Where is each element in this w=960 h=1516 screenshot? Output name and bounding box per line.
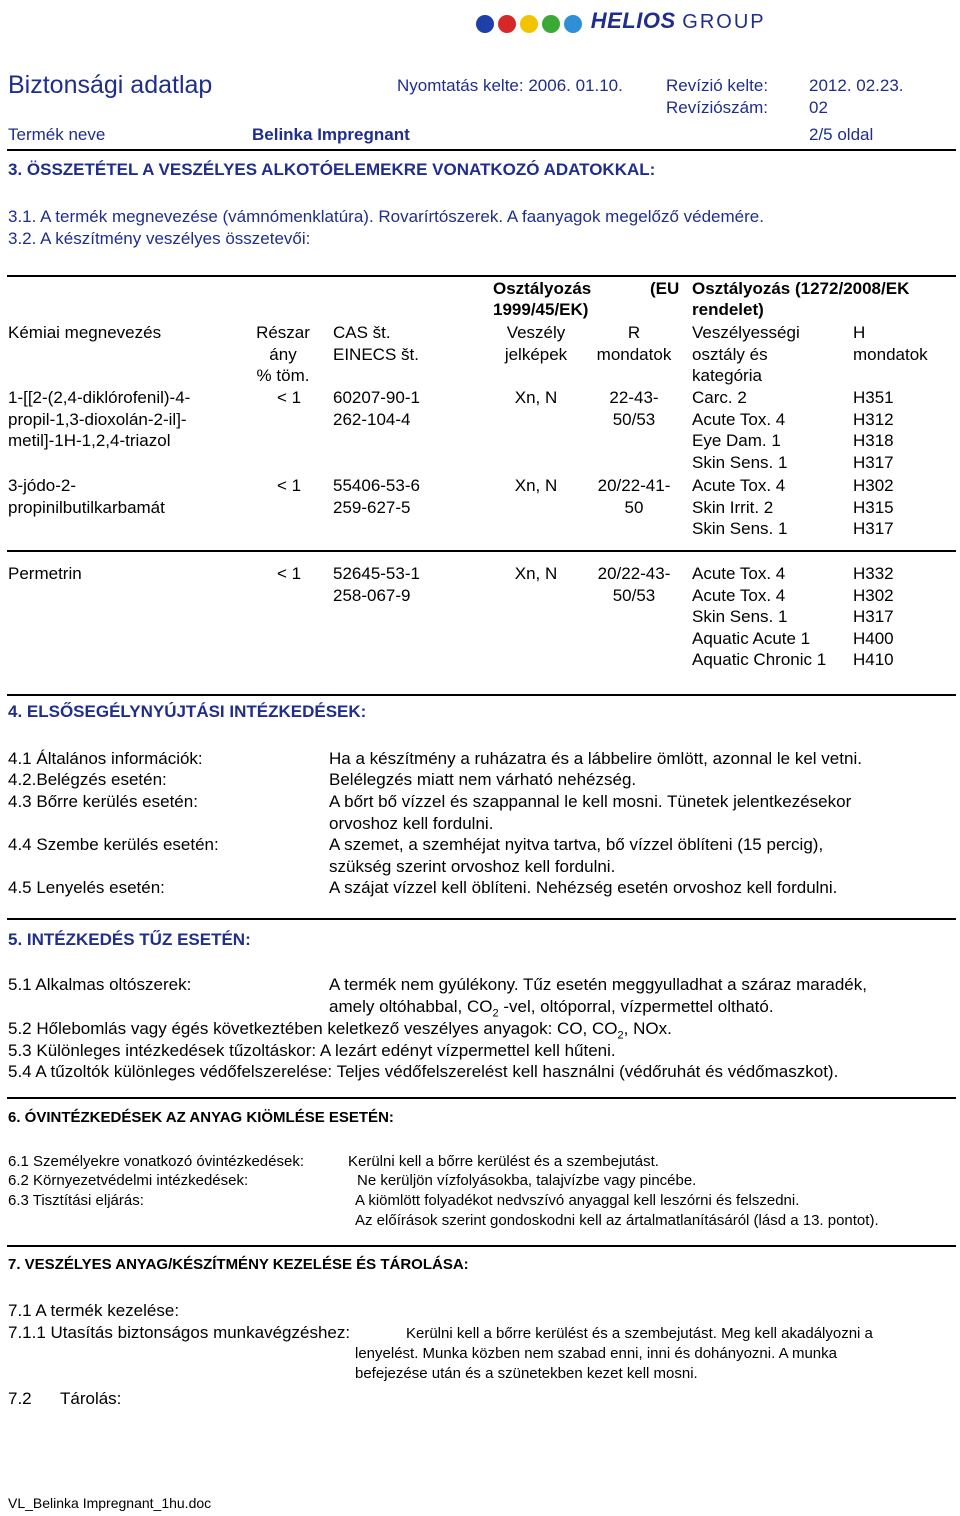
table-row-2-share: < 1 — [277, 476, 302, 495]
table-row-1-h: H351 H312 H318 H317 — [853, 388, 894, 472]
section4-rule — [7, 918, 956, 920]
section6-item3-text: A kiömlött folyadékot nedvszívó anyaggal kell leszórni és felszedni. Az előírások szerint gondoskodni kell az ártalmatlanításáról (lásd a 13. pontot). — [355, 1192, 879, 1229]
section6-item1-text: Kerülni kell a bőrre kerülést és a szembejutást. — [348, 1153, 659, 1170]
table-head-eu-b: (EU — [650, 279, 680, 298]
revision-number-label: Revíziószám: — [666, 98, 769, 117]
section4-item4-label: 4.4 Szembe kerülés esetén: — [8, 835, 219, 854]
table-row-1-cas: 60207-90-1 262-104-4 — [333, 388, 420, 429]
table-row-2-symbols: Xn, N — [514, 476, 558, 495]
table-row-1-share: < 1 — [277, 388, 302, 407]
table-row-3-symbols: Xn, N — [514, 564, 558, 583]
table-row-3-name: Permetrin — [8, 564, 82, 583]
revision-number: 02 — [809, 98, 828, 117]
col-r-phrases: R mondatok — [596, 323, 672, 364]
section4-item3-text: A bőrt bő vízzel és szappannal le kell mosni. Tünetek jelentkezésekor orvoshoz kell fordulni. — [329, 792, 852, 833]
table-row-3-cas: 52645-53-1 258-067-9 — [333, 564, 420, 605]
document-title: Biztonsági adatlap — [8, 71, 213, 99]
section7-heading: 7. VESZÉLYES ANYAG/KÉSZÍTMÉNY KEZELÉSE ÉS TÁROLÁSA: — [8, 1256, 469, 1273]
table-head-clp-b: rendelet) — [692, 300, 764, 319]
section7-item2-label: Tárolás: — [60, 1389, 122, 1408]
col-symbols: Veszély jelképek — [504, 323, 568, 364]
section4-item5-text: A szájat vízzel kell öblíteni. Nehézség esetén orvoshoz kell fordulni. — [329, 878, 838, 897]
logo-dot — [542, 15, 560, 33]
section7-item2-number: 7.2 — [8, 1389, 32, 1408]
section4-item4-text: A szemet, a szemhéjat nyitva tartva, bő vízzel öblíteni (15 percig), szükség szerint orvoshoz kell fordulni. — [329, 835, 824, 876]
logo-dot — [520, 15, 538, 33]
section4-item2-label: 4.2.Belégzés esetén: — [8, 770, 167, 789]
section6-item3-label: 6.3 Tisztítási eljárás: — [8, 1192, 144, 1209]
section7-item11-text-a: Kerülni kell a bőrre kerülést és a szembejutást. Meg kell akadályozni a — [406, 1325, 873, 1342]
section5-item1-text-b: amely oltóhabbal, $CO_2$ -vel, oltóporral, vízpermettel oltható. — [329, 997, 774, 1020]
page-number: 2/5 oldal — [809, 125, 874, 144]
table-head-eu-c: 1999/45/EK) — [493, 300, 589, 319]
table-row-2-h: H302 H315 H317 — [853, 476, 894, 538]
company-logo — [476, 10, 766, 34]
table-row-2-cas: 55406-53-6 259-627-5 — [333, 476, 420, 517]
section5-heading: 5. INTÉZKEDÉS TŰZ ESETÉN: — [8, 930, 251, 949]
logo-dots — [476, 13, 591, 32]
table-mid-rule — [7, 550, 956, 552]
table-row-3-h: H332 H302 H317 H400 H410 — [853, 564, 894, 669]
section5-item4: 5.4 A tűzoltók különleges védőfelszerelése: Teljes védőfelszerelést kell használni (védőruhát és védőmaszkot). — [8, 1062, 839, 1081]
table-head-eu-a: Osztályozás — [493, 279, 592, 298]
col-h-phrases: H mondatok — [853, 323, 928, 364]
footer-filename: VL_Belinka Impregnant_1hu.doc — [8, 1495, 212, 1511]
table-row-1-name: 1-[[2-(2,4-diklórofenil)-4- propil-1,3-dioxolán-2-il]- metil]-1H-1,2,4-triazol — [8, 388, 191, 450]
section6-item2-label: 6.2 Környezetvédelmi intézkedések: — [8, 1172, 249, 1189]
section5-item1-label: 5.1 Alkalmas oltószerek: — [8, 975, 192, 994]
table-bottom-rule — [7, 694, 956, 696]
section5-item1-text-a: A termék nem gyúlékony. Tűz esetén meggyulladhat a száraz maradék, — [329, 975, 867, 994]
section5-item2: 5.2 Hőlebomlás vagy égés következtében keletkező veszélyes anyagok: CO, $CO_2$, NOx. — [8, 1019, 672, 1042]
revision-date: 2012. 02.23. — [809, 76, 904, 95]
logo-dot — [564, 15, 582, 33]
section7-item11-text-b: lenyelést. Munka közben nem szabad enni, inni és dohányozni. A munka befejezése után és a szünetekben kezet kell mosni. — [355, 1345, 837, 1382]
table-row-3-class: Acute Tox. 4 Acute Tox. 4 Skin Sens. 1 Aquatic Acute 1 Aquatic Chronic 1 — [692, 564, 827, 669]
table-top-rule — [7, 275, 956, 277]
table-row-2-r: 20/22-41- 50 — [597, 476, 671, 517]
table-row-3-share: < 1 — [277, 564, 302, 583]
section6-item2-text: Ne kerüljön vízfolyásokba, talajvízbe vagy pincébe. — [357, 1172, 697, 1189]
table-row-3-r: 20/22-43- 50/53 — [597, 564, 671, 605]
logo-dot — [498, 15, 516, 33]
table-row-1-class: Carc. 2 Acute Tox. 4 Eye Dam. 1 Skin Sens. 1 — [692, 388, 788, 472]
section4-item2-text: Belélegzés miatt nem várható nehézség. — [329, 770, 637, 789]
table-row-1-r: 22-43- 50/53 — [609, 388, 659, 429]
section7-item1: 7.1 A termék kezelése: — [8, 1301, 180, 1320]
section5-rule — [7, 1097, 956, 1099]
section4-heading: 4. ELSŐSEGÉLYNYÚJTÁSI INTÉZKEDÉSEK: — [8, 702, 367, 721]
logo-dot — [476, 15, 494, 33]
table-row-2-name: 3-jódo-2- propinilbutilkarbamát — [8, 476, 165, 517]
col-chemical-name: Kémiai megnevezés — [8, 323, 162, 342]
revision-date-label: Revízió kelte: — [666, 76, 769, 95]
section4-item1-label: 4.1 Általános információk: — [8, 749, 203, 768]
section4-item3-label: 4.3 Bőrre kerülés esetén: — [8, 792, 198, 811]
product-name: Belinka Impregnant — [252, 125, 410, 144]
col-share: Részar ány % töm. — [256, 323, 310, 385]
header-rule — [7, 149, 956, 151]
section7-item11-label: 7.1.1 Utasítás biztonságos munkavégzéshez: — [8, 1323, 351, 1342]
section6-item1-label: 6.1 Személyekre vonatkozó óvintézkedések: — [8, 1153, 304, 1170]
col-hazard-class: Veszélyességi osztály és kategória — [692, 323, 800, 385]
product-label: Termék neve — [8, 125, 106, 144]
section6-rule — [7, 1245, 956, 1247]
section4-item5-label: 4.5 Lenyelés esetén: — [8, 878, 165, 897]
section5-item3: 5.3 Különleges intézkedések tűzoltáskor: A lezárt edényt vízpermettel kell hűteni. — [8, 1041, 616, 1060]
col-cas: CAS št. EINECS št. — [333, 323, 419, 364]
table-row-1-symbols: Xn, N — [514, 388, 558, 407]
section4-item1-text: Ha a készítmény a ruházatra és a lábbelire ömlött, azonnal le kel vetni. — [329, 749, 862, 768]
section3-line1: 3.1. A termék megnevezése (vámnómenklatúra). Rovarírtószerek. A faanyagok megelőző védemére. — [8, 207, 764, 226]
section6-heading: 6. ÓVINTÉZKEDÉSEK AZ ANYAG KIÖMLÉSE ESETÉN: — [8, 1109, 394, 1126]
logo-wordmark: HELIOS GROUP — [590, 8, 766, 33]
section3-heading: 3. ÖSSZETÉTEL A VESZÉLYES ALKOTÓELEMEKRE VONATKOZÓ ADATOKKAL: — [8, 160, 656, 179]
table-row-2-class: Acute Tox. 4 Skin Irrit. 2 Skin Sens. 1 — [692, 476, 788, 538]
section3-line2: 3.2. A készítmény veszélyes összetevői: — [8, 229, 311, 248]
table-head-clp-a: Osztályozás (1272/2008/EK — [692, 279, 910, 298]
print-date: Nyomtatás kelte: 2006. 01.10. — [397, 76, 623, 95]
